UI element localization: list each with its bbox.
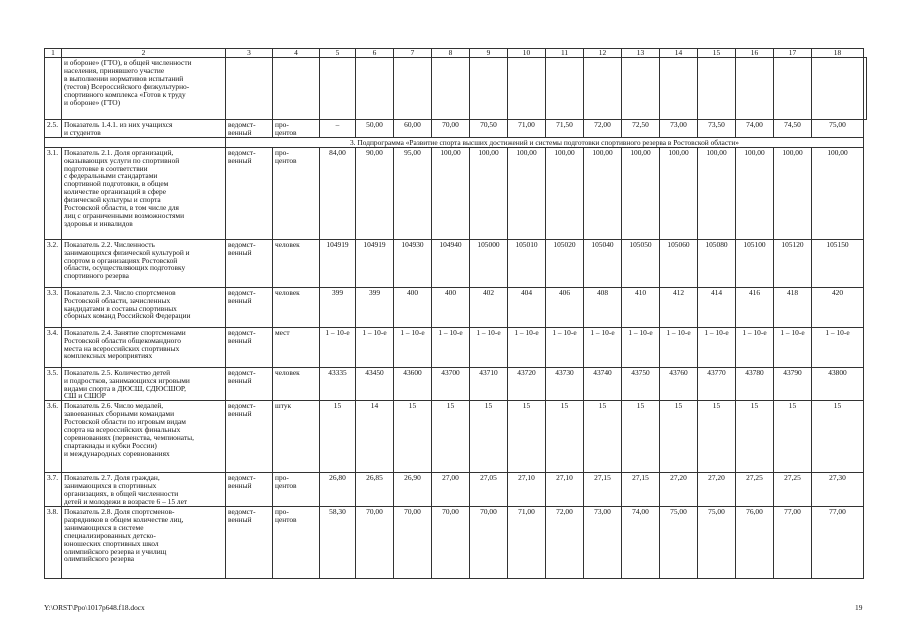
value-cell: 73,00	[660, 120, 698, 138]
table-row	[45, 287, 867, 327]
value-cell: 1 – 10-е	[432, 327, 470, 367]
value-cell: 90,00	[356, 147, 394, 239]
value-cell: 416	[736, 287, 774, 327]
value-cell: 105150	[812, 239, 864, 287]
value-cell: 1 – 10-е	[546, 327, 584, 367]
indicator-type	[226, 58, 273, 120]
column-header: 5	[320, 49, 356, 58]
section-title: 3. Подпрограмма «Развитие спорта высших достижений и системы подготовки спортивного резерва в Ростовской области»	[226, 137, 864, 147]
value-cell	[774, 58, 812, 120]
indicator-type: ведомст- венный	[226, 473, 273, 507]
value-cell: 100,00	[546, 147, 584, 239]
value-cell: 105040	[584, 239, 622, 287]
indicator-name: Показатель 2.3. Число спортсменов Ростовской области, зачисленных кандидатами в составы спортивных сборных команд Российской Федерации	[62, 287, 226, 327]
column-header: 14	[660, 49, 698, 58]
row-number: 3.1.	[45, 147, 62, 239]
value-cell	[394, 58, 432, 120]
value-cell: 74,00	[622, 506, 660, 578]
value-cell: 105020	[546, 239, 584, 287]
column-header: 3	[226, 49, 273, 58]
row-number	[45, 58, 62, 120]
value-cell: 15	[812, 401, 864, 473]
indicator-name: Показатель 2.8. Доля спортсменов- разрядников в общем количестве лиц, занимающихся в системе специализированных детско- юношеских спортивных школ олимпийского резерва и училищ олимпийского резерва	[62, 506, 226, 578]
value-cell: 73,50	[698, 120, 736, 138]
value-cell: 26,80	[320, 473, 356, 507]
row-number: 3.3.	[45, 287, 62, 327]
value-cell: 70,50	[470, 120, 508, 138]
value-cell: 70,00	[470, 506, 508, 578]
value-cell: 100,00	[698, 147, 736, 239]
column-header: 15	[698, 49, 736, 58]
value-cell: 43800	[812, 367, 864, 401]
row-number: 3.7.	[45, 473, 62, 507]
value-cell: 1 – 10-е	[736, 327, 774, 367]
value-cell	[356, 58, 394, 120]
table-row	[45, 367, 867, 401]
value-cell: 100,00	[432, 147, 470, 239]
value-cell: 15	[508, 401, 546, 473]
unit: про- центов	[273, 506, 320, 578]
value-cell: 105120	[774, 239, 812, 287]
value-cell: 1 – 10-е	[584, 327, 622, 367]
table-row	[45, 147, 867, 239]
unit: штук	[273, 401, 320, 473]
value-cell: 74,50	[774, 120, 812, 138]
value-cell: 105010	[508, 239, 546, 287]
value-cell	[584, 58, 622, 120]
value-cell: 72,50	[622, 120, 660, 138]
value-cell: 70,00	[356, 506, 394, 578]
value-cell: 1 – 10-е	[660, 327, 698, 367]
value-cell: 406	[546, 287, 584, 327]
value-cell: 105100	[736, 239, 774, 287]
section-spacer	[45, 137, 226, 147]
value-cell: 414	[698, 287, 736, 327]
value-cell: 74,00	[736, 120, 774, 138]
column-header: 17	[774, 49, 812, 58]
row-number: 2.5.	[45, 120, 62, 138]
footer-file-path: Y:\ORST\Ppo\1017p648.f18.docx	[44, 603, 145, 612]
value-cell: 15	[584, 401, 622, 473]
value-cell	[864, 58, 867, 120]
value-cell: 77,00	[774, 506, 812, 578]
value-cell: 100,00	[622, 147, 660, 239]
column-header: 6	[356, 49, 394, 58]
value-cell: 71,00	[508, 506, 546, 578]
value-cell: 27,25	[774, 473, 812, 507]
value-cell: 58,30	[320, 506, 356, 578]
value-cell: 1 – 10-е	[774, 327, 812, 367]
value-cell: 27,10	[508, 473, 546, 507]
value-cell: 72,00	[584, 120, 622, 138]
indicator-type: ведомст- венный	[226, 367, 273, 401]
indicator-name: Показатель 2.7. Доля граждан, занимающихся в спортивных организациях, в общей численности детей и молодежи в возрасте 6 – 15 лет	[62, 473, 226, 507]
value-cell	[622, 58, 660, 120]
unit: про- центов	[273, 120, 320, 138]
column-header: 16	[736, 49, 774, 58]
value-cell: 420	[812, 287, 864, 327]
value-cell: 15	[320, 401, 356, 473]
table-row	[45, 239, 867, 287]
column-header: 9	[470, 49, 508, 58]
indicator-type: ведомст- венный	[226, 239, 273, 287]
value-cell	[470, 58, 508, 120]
value-cell: 14	[356, 401, 394, 473]
column-header: 10	[508, 49, 546, 58]
value-cell: 1 – 10-е	[812, 327, 864, 367]
value-cell: 27,05	[470, 473, 508, 507]
value-cell: 50,00	[356, 120, 394, 138]
value-cell: 43780	[736, 367, 774, 401]
value-cell: 100,00	[812, 147, 864, 239]
value-cell	[320, 58, 356, 120]
header-row	[45, 49, 867, 58]
value-cell: 104919	[320, 239, 356, 287]
value-cell: –	[320, 120, 356, 138]
value-cell: 15	[774, 401, 812, 473]
value-cell: 1 – 10-е	[356, 327, 394, 367]
value-cell: 15	[394, 401, 432, 473]
table-body	[45, 49, 867, 579]
unit: человек	[273, 239, 320, 287]
value-cell: 104940	[432, 239, 470, 287]
indicator-name: Показатель 2.4. Занятие спортсменами Ростовской области общекомандного места на всероссийских спортивных комплексных мероприятиях	[62, 327, 226, 367]
value-cell: 412	[660, 287, 698, 327]
value-cell: 399	[320, 287, 356, 327]
value-cell: 15	[622, 401, 660, 473]
table-row	[45, 120, 867, 138]
value-cell: 100,00	[774, 147, 812, 239]
value-cell: 15	[546, 401, 584, 473]
value-cell: 76,00	[736, 506, 774, 578]
value-cell: 43700	[432, 367, 470, 401]
table-row	[45, 137, 867, 147]
value-cell: 27,15	[622, 473, 660, 507]
indicator-name: Показатель 2.5. Количество детей и подростков, занимающихся игровыми видами спорта в ДЮСШ, СДЮСШОР, СШ и СШОР	[62, 367, 226, 401]
value-cell: 15	[432, 401, 470, 473]
value-cell: 43760	[660, 367, 698, 401]
value-cell: 43720	[508, 367, 546, 401]
table-row	[45, 327, 867, 367]
value-cell: 26,85	[356, 473, 394, 507]
indicator-type: ведомст- венный	[226, 147, 273, 239]
indicators-table	[44, 48, 867, 579]
value-cell: 27,10	[546, 473, 584, 507]
value-cell: 27,15	[584, 473, 622, 507]
row-number: 3.8.	[45, 506, 62, 578]
value-cell: 104919	[356, 239, 394, 287]
indicator-name: и обороне» (ГТО), в общей численности населения, принявшего участие в выполнении нормативов испытаний (тестов) Всероссийского физкультурно- спортивного комплекса «Готов к труду и обороне» (ГТО)	[62, 58, 226, 120]
value-cell: 400	[394, 287, 432, 327]
unit: про- центов	[273, 473, 320, 507]
value-cell: 60,00	[394, 120, 432, 138]
value-cell: 1 – 10-е	[470, 327, 508, 367]
value-cell: 27,25	[736, 473, 774, 507]
indicator-name: Показатель 2.2. Численность занимающихся физической культурой и спортом в организациях Ростовской области, осуществляющих подготовку спортивного резерва	[62, 239, 226, 287]
column-header: 8	[432, 49, 470, 58]
indicator-type: ведомст- венный	[226, 327, 273, 367]
value-cell: 100,00	[508, 147, 546, 239]
value-cell: 15	[470, 401, 508, 473]
column-header: 12	[584, 49, 622, 58]
value-cell: 70,00	[394, 506, 432, 578]
unit: мест	[273, 327, 320, 367]
value-cell: 43450	[356, 367, 394, 401]
value-cell: 70,00	[432, 506, 470, 578]
row-number: 3.4.	[45, 327, 62, 367]
column-header: 11	[546, 49, 584, 58]
indicator-name: Показатель 1.4.1. из них учащихся и студентов	[62, 120, 226, 138]
value-cell: 73,00	[584, 506, 622, 578]
value-cell: 408	[584, 287, 622, 327]
indicator-type: ведомст- венный	[226, 120, 273, 138]
value-cell: 43600	[394, 367, 432, 401]
value-cell: 399	[356, 287, 394, 327]
value-cell: 27,20	[660, 473, 698, 507]
value-cell: 75,00	[812, 120, 864, 138]
row-number: 3.2.	[45, 239, 62, 287]
value-cell: 84,00	[320, 147, 356, 239]
row-number: 3.5.	[45, 367, 62, 401]
value-cell	[736, 58, 774, 120]
value-cell: 75,00	[698, 506, 736, 578]
value-cell: 77,00	[812, 506, 864, 578]
value-cell: 404	[508, 287, 546, 327]
indicator-name: Показатель 2.6. Число медалей, завоеванных сборными командами Ростовской области по игровым видам спорта на всероссийских финальных соревнованиях (первенства, чемпионаты, спартакиады и кубки России) и международных соревнованиях	[62, 401, 226, 473]
value-cell: 43790	[774, 367, 812, 401]
value-cell: 43730	[546, 367, 584, 401]
table-row	[45, 506, 867, 578]
value-cell: 43750	[622, 367, 660, 401]
value-cell: 410	[622, 287, 660, 327]
table-row	[45, 401, 867, 473]
value-cell: 100,00	[584, 147, 622, 239]
value-cell: 105080	[698, 239, 736, 287]
value-cell: 43770	[698, 367, 736, 401]
indicator-type: ведомст- венный	[226, 506, 273, 578]
column-header: 7	[394, 49, 432, 58]
value-cell	[698, 58, 736, 120]
value-cell: 100,00	[736, 147, 774, 239]
column-header: 13	[622, 49, 660, 58]
value-cell: 71,00	[508, 120, 546, 138]
value-cell	[508, 58, 546, 120]
value-cell	[432, 58, 470, 120]
value-cell: 105000	[470, 239, 508, 287]
value-cell: 27,20	[698, 473, 736, 507]
value-cell: 1 – 10-е	[508, 327, 546, 367]
unit: человек	[273, 367, 320, 401]
value-cell: 1 – 10-е	[698, 327, 736, 367]
value-cell: 100,00	[470, 147, 508, 239]
value-cell: 15	[660, 401, 698, 473]
value-cell: 70,00	[432, 120, 470, 138]
table-row	[45, 473, 867, 507]
column-header: 1	[45, 49, 62, 58]
value-cell: 105050	[622, 239, 660, 287]
column-header: 2	[62, 49, 226, 58]
value-cell: 43710	[470, 367, 508, 401]
column-header: 4	[273, 49, 320, 58]
value-cell: 15	[736, 401, 774, 473]
value-cell: 27,30	[812, 473, 864, 507]
page-number: 19	[855, 603, 863, 612]
value-cell: 43335	[320, 367, 356, 401]
value-cell: 400	[432, 287, 470, 327]
column-header: 18	[812, 49, 864, 58]
unit	[273, 58, 320, 120]
value-cell: 15	[698, 401, 736, 473]
indicator-type: ведомст- венный	[226, 287, 273, 327]
value-cell: 72,00	[546, 506, 584, 578]
table-row	[45, 58, 867, 120]
value-cell: 418	[774, 287, 812, 327]
indicator-name: Показатель 2.1. Доля организаций, оказывающих услуги по спортивной подготовке в соответствии с федеральными стандартами спортивной подготовки, в общем количестве организаций в сфере физической культуры и спорта Ростовской области, в том числе для лиц с ограниченными возможностями здоровья и инвалидов	[62, 147, 226, 239]
value-cell: 100,00	[660, 147, 698, 239]
value-cell: 1 – 10-е	[320, 327, 356, 367]
value-cell	[660, 58, 698, 120]
value-cell: 104930	[394, 239, 432, 287]
value-cell: 105060	[660, 239, 698, 287]
value-cell: 71,50	[546, 120, 584, 138]
unit: человек	[273, 287, 320, 327]
value-cell: 43740	[584, 367, 622, 401]
unit: про- центов	[273, 147, 320, 239]
value-cell: 27,00	[432, 473, 470, 507]
value-cell: 95,00	[394, 147, 432, 239]
row-number: 3.6.	[45, 401, 62, 473]
value-cell: 75,00	[660, 506, 698, 578]
value-cell: 1 – 10-е	[394, 327, 432, 367]
value-cell	[812, 58, 864, 120]
value-cell: 402	[470, 287, 508, 327]
indicator-type: ведомст- венный	[226, 401, 273, 473]
value-cell: 26,90	[394, 473, 432, 507]
value-cell: 1 – 10-е	[622, 327, 660, 367]
value-cell	[546, 58, 584, 120]
